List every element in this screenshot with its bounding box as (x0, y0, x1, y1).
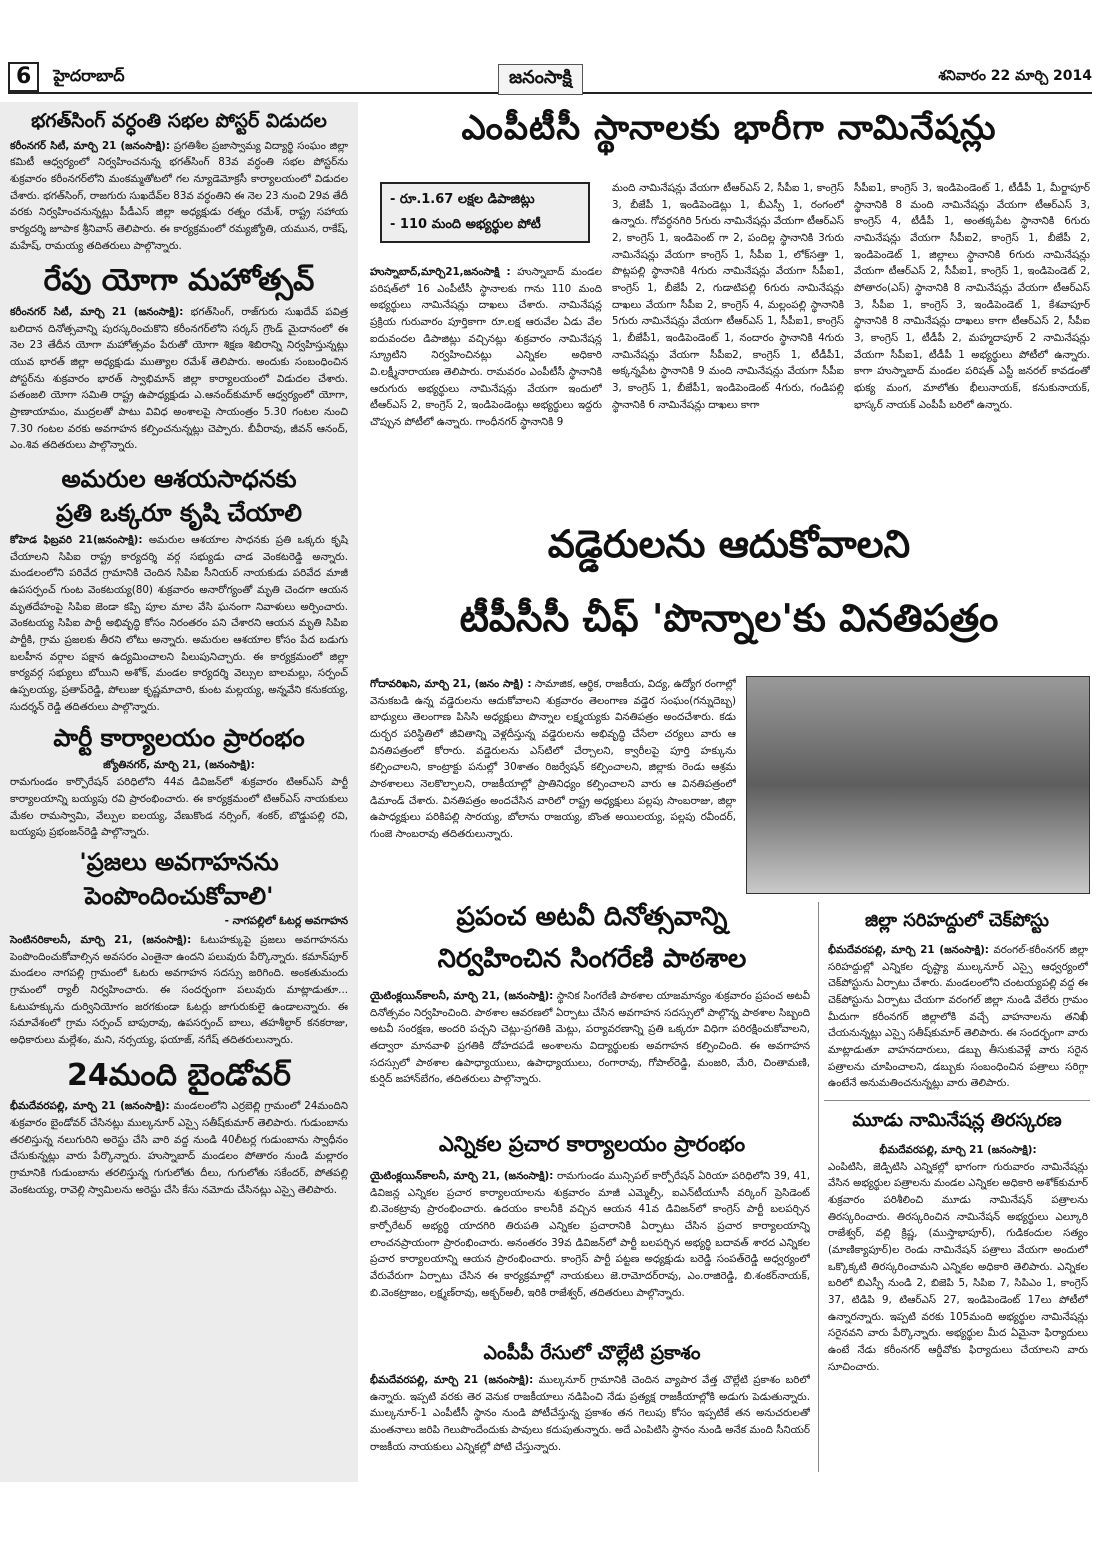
left-column (0, 102, 358, 1482)
story-title-awareness-2: పెంపొందించుకోవాలి' (84, 882, 274, 911)
dateline: హుస్నాబాద్,మార్చి21,జనంసాక్షి : (370, 266, 511, 278)
highlight-candidates: - 110 మంది అభ్యర్థుల పోటీ (390, 216, 541, 232)
main-area (366, 102, 1092, 1502)
story-body-poster: కరీంనగర్ సిటీ, మార్చి 21 (జనంసాక్షి): ప్రగతిశీల ప్రజాస్వామ్య విద్యార్థి సంఘం జిల్లా కమిటీ ఆధ్వర్యంలో నిర్వహించనున్న భగత్‌సింగ్ 83వ వర్ధంతి సభల పోస్టర్‌ను శుక్రవారం కరీంనగర్‌లోని మంకమ్మతోటలో గల న్యూడెమోక్రసీ కార్యాలయంలో విడుదల చేశారు. భగత్‌సింగ్, రాజగురు సుఖదేవ్‌ల 83వ వర్ధంతిని ఈ నెల 23 నుంచి 29వ తేదీ వరకు నిర్వహించనున్నట్లు పీడీఎస్ జిల్లా అధ్యక్షుడు రత్నం రమేశ్, రాష్ట్ర సహాయ కార్యదర్శి జూపాక శ్రీనివాస్ తెలిపారు. ఈ కార్యక్రమంలో రమ్యజ్యోతి, యమున, రాకేష్, మహేష్, రామయ్య తదితరులు పాల్గొన్నారు. (10, 139, 349, 252)
story-title-poster: భగత్‌సింగ్ వర్ధంతి సభల పోస్టర్ విడుదల (31, 110, 327, 132)
story-body-awareness: సెంటినరికాలనీ, మార్చి 21, (జనంసాక్షి): ఓటుహక్కుపై ప్రజలు అవగాహనను పెంపొందించుకోవాల్సిన అవసరం ఎంతైనా ఉందని పలువురు పేర్కొన్నారు. కమాన్‌పూర్ మండలం నాగపల్లి గ్రామంలో ఓటరు అవగాహన సదస్సు జరిగింది. అంకతుమందు గ్రామంలో ర్యాలీ నిర్వహించారు. ఈ సందర్భంగా పలువురు మాట్లాడుతూ... ఓటుహక్కును దుర్వినియోగం జరగకుండా ఓటర్లు జాగురుకులై ఉండాలన్నారు. ఈ సమావేశంలో గ్రామ సర్పంచ్ బాపురావు, ఉపసర్పంచ్ బాలు, తహశీల్దార్ కనకరాజు, అధికారులు మల్లేశం, మని, నర్సయ్య, ఫయాజ్, నగేష్ తదితరులున్నారు. (10, 934, 348, 1047)
story-title-forest-1: ప్రపంచ అటవీ దినోత్సవాన్ని (456, 902, 728, 932)
story-title-mpp-race: ఎంపీపీ రేసులో చొల్లేటి ప్రకాశం (483, 1342, 701, 1364)
story-subtitle-awareness: - నాగపల్లిలో ఓటర్ల అవగాహన (224, 915, 348, 928)
lead-story-col-1: హుస్నాబాద్,మార్చి21,జనంసాక్షి : హుస్నాబాద్ మండల పరిషత్‌లో 16 ఎంపీటీసీ స్థానాలకు గాను 110 మంది అభ్యర్థులు నామినేషన్లు దాఖలు చేశారు. నామినేషన్ల ప్రక్రియ గురువారం పూర్తికాగా రూ.లక్ష ఆరువేల ఏడు వేల ఐదువందల డిపాజిట్లు వచ్చినట్లు శుక్రవారం నామినేషన్ల స్క్రూటిని నిర్వహించినట్లు ఎన్నికల అధికారి వి.లక్ష్మీనారాయణ తెలిపారు. రామవరం ఎంపీటీసీ స్థానానికి ఆరుగురు అభ్యర్థులు నామినేషన్లు వేయగా ఇందులో టీఆర్ఎస్ 2, కాంగ్రెస్ 2, ఇండిపెండెంట్లు అభ్యర్థులు ఇద్దరు చొప్పున పోటీలో ఉన్నారు. గాంధీనగర్ స్థానానికి 9 (370, 266, 602, 429)
story-body-mpp-race: భీమదేవరపల్లి, మార్చి 21 (జనంసాక్షి): ముల్కనూర్ గ్రామానికి చెందిన వ్యాపార వేత్త చొల్లేటి ప్రకాశం బరిలో ఉన్నారు. ఇప్పటి వరకు తెర వెనుక రాజకీయాలు నడిపించి నేడు ప్రత్యక్ష రాజకీయాల్లోకి అడుగు పెడుతున్నారు. ముల్కనూర్-1 ఎంపీటీసీ స్థానం నుండి పోటీచేస్తున్న ప్రకాశం తన గెలుపు కోసం ఇప్పటికే తన అనుచరులతో మంతనాలు జరిపి గెలుపొందేందుకు పావులు కదుపుతున్నారు. అదే ఎంపిటిసి స్థానం నుండి అనేక మంది సీనియర్ రాజకీయ నాయకులు ఎన్నికల్లో పోటి చేస్తున్నారు. (370, 1374, 810, 1453)
city-label: హైదరాబాద్ (53, 65, 125, 85)
story-title-bindover: 24మంది బైండోవర్ (67, 1057, 291, 1093)
dateline: భీమదేవరపల్లి, మార్చి 21 (జనంసాక్షి): (879, 1144, 1037, 1156)
story-title-office: పార్టీ కార్యాలయం ప్రారంభం (53, 724, 305, 753)
dateline: భీమదేవరపల్లి, మార్చి 21 (జనంసాక్షి): (828, 944, 989, 956)
story-title-martyrs-2: ప్రతి ఒక్కరూ కృషి చేయాలి (56, 499, 302, 527)
news-photo (746, 676, 1090, 894)
masthead-logo: జనంసాక్షి (498, 64, 583, 95)
highlight-deposits: - రూ.1.67 లక్షల డిపాజిట్లు (390, 192, 535, 207)
page-number: 6 (8, 62, 39, 92)
dateline: కరీంనగర్ సిటీ, మార్చి 21 (జనంసాక్షి): (10, 139, 170, 152)
second-headline-2: టీపీసీసీ చీఫ్ 'పొన్నాల'కు వినతిపత్రం (459, 596, 999, 640)
story-title-campaign: ఎన్నికల ప్రచార కార్యాలయం ప్రారంభం (438, 1132, 746, 1156)
story-body-checkpost: భీమదేవరపల్లి, మార్చి 21 (జనంసాక్షి): వరంగల్-కరీంనగర్ జిల్లా సరిహద్దుల్లో ఎన్నికల దృష్ట్యా ముల్కనూర్ ఎస్సై ఆధ్వర్యంలో చెక్‌పోస్టును ఏర్పాటు చేశారు. మండలంలోని చంటయ్యపల్లి వద్ద ఈ చెక్‌పోస్టును ఏర్పాటు చేయగా వరంగల్ జిల్లా నుండి వేలేరు గ్రామం మీదుగా కరీంనగర్ జిల్లాలోకి వచ్చే వాహనాలను తనిఖీ చేయనున్నట్లు ఎస్సై సతీష్‌కుమార్ తెలిపారు. ఈ సందర్భంగా వారు మాట్లాడుతూ వాహనదారులు, డబ్బు తీసుకువెళ్లే వారు సరైన పత్రాలను చూపించాలని, డబ్బుకు సంబంధించిన పత్రాలు సరిగ్గా ఉంటేనే అనుమతించనున్నట్లు వారు తెలిపారు. (828, 944, 1088, 1090)
lead-headline: ఎంపీటీసీ స్థానాలకు భారీగా నామినేషన్లు (461, 108, 997, 148)
story-body-office: రామగుండం కార్పొరేషన్ పరిధిలోని 44వ డివిజన్‌లో శుక్రవారం టిఆర్ఎస్ పార్టీ కార్యాలయాన్ని బయ్యపు రవి ప్రారంభించారు. ఈ కార్యక్రమంలో టిఆర్ఎస్ నాయకులు మేకల రామస్వామి, వేల్పుల ఐలయ్య, వేణుకొండ నర్సింగ్, శంకర్, బొడ్డుపల్లి రవి, బయ్యపు ప్రభంజన్‌రెడ్డి పాల్గొన్నారు. (10, 776, 348, 839)
story-title-forest-2: నిర్వహించిన సింగరేణి పాఠశాల (437, 944, 747, 974)
story-body-bindover: భీమదేవరపల్లి, మార్చి 21 (జనంసాక్షి): మండలంలోని ఎర్రబెల్లి గ్రామంలో 24మందిని శుక్రవారం బైండోవర్ చేసినట్లు ముల్కనూర్ ఎస్సై సతీష్‌కుమార్ తెలిపారు. గుడుంబాను తరలిస్తున్న నలుగురిని అరెస్టు చేసి వారి వద్ద నుండి 40లీటర్ల గుడుంబాను స్వాధీనం చేసుకున్నట్లు వారు పేర్కొన్నారు. హుస్నాబాద్ మండలం పోతారం నుండి మల్లారం గ్రామానికి గుడుంబాను తరలిస్తున్న గుగులోతు దీలు, గుగులోతు సకేందర్, పోతపల్లి వెంకటయ్య, రావెల్లి స్వామిలను అరెస్టు చేసి కేసు నమోదు చేసినట్లు ఎస్సై తెలిపారు. (10, 1100, 348, 1196)
highlight-box (380, 182, 590, 243)
lead-story-col-3: సీపీఐ1, కాంగ్రెస్ 3, ఇండిపెండెంట్ 1, టీడీపీ 1, మీర్జాపూర్ స్థానానికి 8 మంది నామినేషన్లు వేయగా టీఆర్ఎస్ 3, కాంగ్రెస్ 4, టీడీపీ 1, అంతక్కపేట స్థానానికి 6గురు నామినేషన్లు వేయగా సీపీఐ2, కాంగ్రెస్ 1, బీజేపీ 2, ఇండిపెండెట్ 1, జిల్లాలు స్థానానికి 6గురు నామినేషన్లు వేయగా టీఆర్ఎస్ 2, సీపీఐ1, కాంగ్రెస్ 1, ఇండిపెండెట్ 2, పోతారం(ఎస్) స్థానానికి 8 నామినేషన్లు వేయగా టీఆర్ఎస్ 3, సీపీఐ 1, కాంగ్రెస్ 3, ఇండిపెండెట్ 1, కేశవాపూర్ స్థానానికి 8 నామినేషన్లు దాఖలు కాగా టీఆర్ఎస్ 2, సీపీఐ 3, కాంగ్రెస్ 1, టీడీపీ 2, మహ్మదాపూర్ 2 నామినేషన్లు వేయగా సీపీఐ1, టీడీపీ 1 అభ్యర్థులు పోటీలో ఉన్నారు. కాగా హుస్నాబాద్ మండల పరిషత్ ఎస్టీ జనరల్ కావడంతో భుక్య మంగ, మాలోతు భీలునాయక్, కనుకునాయక్, భాస్కర్ నాయక్ ఎంపీపీ బరిలో ఉన్నారు. (854, 182, 1090, 411)
dateline: కరీంనగర్ సిటీ, మార్చి 21 (జనంసాక్షి): (10, 305, 184, 318)
story-title-yoga: రేపు యోగా మహోత్సవ్ (43, 263, 315, 299)
issue-date: శనివారం 22 మార్చి 2014 (938, 67, 1092, 84)
story-title-awareness-1: 'ప్రజలు అవగాహనను (79, 848, 279, 877)
section-rule (824, 1100, 1090, 1101)
lead-story-col-2: మంది నామినేషన్లు వేయగా టీఆర్ఎస్ 2, సీపీఐ 1, కాంగ్రెస్ 3, బీజేపీ 1, ఇండిపెండెట్లు 1, బీఎస్పీ 1, రంగంలో ఉన్నారు. గోవర్ధనగిరి 5గురు నామినేషన్లు వేయగా టీఆర్ఎస్ 2, కాంగ్రెస్ 1, ఇండిపెంట్ గా 2, పందిల్ల స్థానానికి 3గురు నామినేషన్లు వేయగా కాంగ్రెస్ 1, సీపీఐ 1, లోక్‌సత్తా 1, పొట్లపల్లి స్థానానికి 4గురు నామినేషన్లు వేయగా సీపీఐ1, కాంగ్రెస్ 1, బీజేపీ 2, గుడాటిపల్లి 6గురు నామినేషన్లు దాఖలు వేయగా సీపీఐ 2, కాంగ్రెస్ 4, మల్లంపల్లి స్థానానికి 5గురు నామినేషన్లు వేయగా టీఆర్ఎస్ 1, సీపీఐ1, కాంగ్రెస్ 1, బీజేపీ1, ఇండిపెండెంట్ 1, నందారం స్థానానికి 4గురు నామినేషన్లు వేయగా సీపీఐ2, కాంగ్రెస్ 1, టీడీపీ1, అక్కన్నపేట స్థానానికి 9 మంది నామినేషన్లు వేయగా సీపీఐ 3, కాంగ్రెస్ 1, బీజేపీ1, ఇండిపెండెంట్ 4గురు, గండిపల్లి స్థానానికి 6 నామినేషన్లు దాఖలు కాగా (612, 182, 844, 411)
story-body-yoga: కరీంనగర్ సిటీ, మార్చి 21 (జనంసాక్షి): భగత్‌సింగ్, రాజ్‌గురు సుఖదేవ్ పవిత్ర బలిదాన దినోత్సవాన్ని పురస్కరించుకొని కరీంనగర్‌లోని సర్కస్ గ్రౌండ్ మైదానంలో ఈ నెల 23 తేదీన యోగా మహోత్సవం పేరుతో యోగా శిక్షణ శిబిరాన్ని నిర్వహిస్తున్నట్లు యువ భారత్ జిల్లా అధ్యక్షుడు ముత్యాల రమేశ్ తెలిపారు. అందుకు సంబంధించిన పోస్టర్‌ను శుక్రవారం భారత్ స్వాభిమాన్ జిల్లా కార్యాలయంలో విడుదల చేశారు. పతంజలి యోగా సమితి రాష్ట్ర ఉపాధ్యక్షుడు ఎ.ఆనంద్‌కుమార్ ఆధ్వర్యంలో యోగా, ప్రాణాయామం, ముద్రలతో పాటు వివిధ అంశాలపై సాయంత్రం 5.30 గంటల నుంచి 7.30 గంటల వరకు అవగాహన కల్పించనున్నట్లు చెప్పారు. బీవీరావు, జీవన్ ఆనంద్, ఎం.శివ తదితరులు పాల్గొన్నారు. (10, 305, 349, 452)
second-headline-1: వడ్డెరులను ఆదుకోవాలని (547, 522, 911, 566)
story-body-forest: యైటింక్లయిన్‌కాలనీ, మార్చి 21, (జనంసాక్షి): స్థానిక సింగరేణి పాఠశాల యాజమాన్యం శుక్రవారం ప్రపంచ అటవీ దినోత్సవం నిర్వహించింది. పాఠశాల ఆవరణలో ఏర్పాటు చేసిన అవగాహన సదస్సులో పాల్గొన్న పాఠశాల సిబ్బంది అటవీ సంరక్షణ, అందరి పచ్చని చెట్లు-ప్రగతికి మెట్లు, పర్యావరణాన్ని ప్రతి ఒక్కరూ విధిగా పరిరక్షించుకోవాలని, తద్వారా మానవాళి ప్రగతికి దోహదపడే అంశాలను విద్యార్థులకు అవగాహన కల్పించింది. ఈ అవగాహన సదస్సులో పాఠశాల ఉపాధ్యాయులు, ఉపాధ్యాయులు, రంగారావు, గోపాల్‌రెడ్డి, మంజరి, మేరి, చింతామణి, కుర్షిద్ జహాన్‌బేగం, తదితరులు పాల్గొన్నారు. (370, 990, 810, 1086)
dateline: యైటింక్లయిన్‌కాలనీ, మార్చి 21, (జనంసాక్షి): (370, 1170, 554, 1182)
story-title-rejection: మూడు నామినేషన్ల తిరస్కరణ (852, 1110, 1062, 1131)
dateline: సెంటినరికాలనీ, మార్చి 21, (జనంసాక్షి): (10, 934, 192, 947)
petition-story-body: గోదావరిఖని, మార్చి 21, (జనం సాక్షి) : సామాజిక, ఆర్థిక, రాజకీయ, విద్య, ఉద్యోగ రంగాల్లో వెనుకబడి ఉన్న వడ్డెరులను ఆదుకోవాలని శుక్రవారం తెలంగాణ వడ్డెర సంఘం(గన్నుదెబ్బ) బాధ్యులు తెలంగాణ పిసిసి అధ్యక్షులు పొన్నాల లక్ష్మయ్యకు వినతిపత్రం అందచేశారు. కడు దుర్భర పరిస్థితిలో జీవితాన్ని వెళ్లదీస్తున్న వడ్డెరులను అభివృద్ధి చేసేలా చర్యలు వారు ఆ వినతిపత్రంలో కోరారు. వడ్డెరులను ఎస్‌టిలో చేర్చాలని, క్వారీలపై పూర్తి హక్కును కల్పించాలని, కాంట్రాక్టు పనుల్లో 30శాతం రిజర్వేషన్ కల్పించాలని, జిల్లాకు రెండు ఆశ్రమ పాఠశాలలు నెలకొల్పాలని, రాజకీయాల్లో ప్రాతినిధ్యం కల్పించాలని వారు ఆ వినతిపత్రంలో డిమాండ్ చేశారు. వినతిపత్రం అందచేసిన వారిలో రాష్ట్ర అధ్యక్షులు పల్లపు సాంబరాజు, జిల్లా ఉపాధ్యక్షులు పరికిపల్లి సారయ్య, బోలాను రాజయ్య, బొంత అయిలయ్య, పల్లపు రవీందర్, గుంజె సాంబరావు తదితరులున్నారు. (370, 678, 736, 841)
dateline: జ్యోతినగర్, మార్చి 21, (జనంసాక్షి): (103, 759, 255, 772)
dateline: యైటింక్లయిన్‌కాలనీ, మార్చి 21, (జనంసాక్షి): (370, 990, 554, 1002)
dateline: భీమదేవరపల్లి, మార్చి 21 (జనంసాక్షి): (10, 1100, 170, 1113)
story-body-campaign: యైటింక్లయిన్‌కాలనీ, మార్చి 21, (జనంసాక్షి): రామగుండం మున్సిపల్ కార్పోరేషన్ ఏరియా పరిధిలోని 39, 41, డివిజన్ల ఎన్నికల ప్రచార కార్యాలయాలను శుక్రవారం మాజీ ఎమ్మెల్సీ, ఐఎన్‌టీయూసీ వర్కింగ్ ప్రెసిడెంట్ బి.వెంకట్రావు ప్రారంభించారు. ఉదయం కాలనీకి వచ్చిన ఆయన 41వ డివిజన్‌లో కాంగ్రెస్ పార్టీ బలపర్చిన కార్పోరేటర్ అభ్యర్థి యాదగిరి తిరుపతి ఎన్నికల ప్రచారానికి ఏర్పాటు చేసిన ప్రచార కార్యాలయాన్ని లాంచనప్రాయంగా ప్రారంభించారు. అనంతరం 39వ డివిజన్‌లో పార్టీ బలపర్చిన అభ్యర్థి బదావత్ శారద ఎన్నికల ప్రచార కార్యాలయాన్ని ఆయన ప్రారంభించారు. కాంగ్రెస్ పార్టీ పట్టణ అధ్యక్షుడు బరెడ్డి సంపత్‌రెడ్డి అధ్వర్యంలో వేరువేరుగా ఏర్పాటు చేసిన ఈ కార్యక్రమాల్లో నాయకులు జె.రామోదర్‌రావు, ఎం.రాజిరెడ్డి, బి.శంకర్‌నాయక్, బి.వెంకట్రాజం, లక్ష్మణ్‌రావు, అక్బర్‌అలీ, ఇరికి రాజేశ్వర్, తదితరులు పాల్గొన్నారు. (370, 1170, 810, 1299)
story-body-rejection: భీమదేవరపల్లి, మార్చి 21 (జనంసాక్షి): ఎంపిటిసి, జెడ్పిటిసి ఎన్నికల్లో భాగంగా గురువారం నామినేషన్లు వేసిన అభ్యర్థుల పత్రాలను మండల ఎన్నికల అధికారి అశోక్‌కుమార్ శుక్రవారం పరిశీలించి మూడు నామినేషన్ పత్రాలను తిరస్కరించారు. తిరస్కరించిన నామినేషన్ అభ్యర్థులు ఎల్కూరి రాజేశ్వర్, వల్లి క్రిష్ణ, (ముస్తాభాపూర్), గుడికందుల సత్యం (మాణిక్యాపూర్)ల రెండు నామినేషన్ పత్రాలు వేయగా అందులో ఒక్కొక్కటి తిరస్కరించామని ఎన్నికల అధికారి తెలిపారు. ఎన్నికల బరిలో బిఎస్పీ నుండి 2, బిజెపి 5, సిపిఐ 7, సిపిఎం 1, కాంగ్రెస్ 37, టిడిపి 9, టిఆర్ఎస్ 27, ఇండిపెండెంట్ 17లు పోటీలో ఉన్నారన్నారు. ఇప్పటి వరకు 105మంది అభ్యర్థుల నామినేషన్లు సరైనవని వారు పేర్కొన్నారు. అభ్యర్థుల మీద ఏమైనా ఫిర్యాదులు ఉంటే నేడు కరీంనగర్ ఆర్డీవోకు ఫిర్యాదులు చేయాలని వారు సూచించారు. (828, 1144, 1088, 1373)
dateline: గోదావరిఖని, మార్చి 21, (జనం సాక్షి) : (370, 678, 532, 690)
story-title-checkpost: జిల్లా సరిహద్దులో చెక్‌పోస్టు (865, 910, 1049, 931)
dateline: కోహెడ ఫిబ్రవరి 21(జనంసాక్షి): (10, 534, 143, 546)
dateline: భీమదేవరపల్లి, మార్చి 21 (జనంసాక్షి): (370, 1374, 534, 1386)
column-divider (818, 902, 819, 1472)
page-header (8, 62, 1092, 94)
story-body-martyrs: కోహెడ ఫిబ్రవరి 21(జనంసాక్షి): అమరుల ఆశయాల సాధనకు ప్రతి ఒక్కరు కృషి చేయాలని సిపిఐ రాష్ట్ర కార్యదర్శి వర్గ సభ్యుడు చాడ వెంకటరెడ్డి అన్నారు. మండలంలోని పరివేద గ్రామానికి చెందిన సిపిఐ సీనియర్ నాయకుడు పరివేద మాజీ ఉపసర్పంచ్ గుంట వెంకటయ్య(80) శుక్రవారం అనారోగ్యంతో మృతి చెందగా ఆయన మృతదేహంపై సిపిఐ జెండా కప్పి పూల మాల వేసి ఘనంగా నివాళులు అర్పించారు. వెంకటయ్య సిపిఐ పార్టీ అభివృద్ధి కోసం నిరంతరం పని చేశారని ఆయన మృతి సిపిఐ పార్టీకి, గ్రామ ప్రజలకు తీరని లోటు అన్నారు. అమరుల ఆశయాల కోసం పేద బడుగు బలహీన వర్గాల పక్షాన ఉద్యమించాలని పిలుపునిచ్చారు. ఈ కార్యక్రమంలో జిల్లా కార్యవర్గ సభ్యులు బోయిని అశోక్, మండల కార్యదర్శి వెల్సుల బాలమల్లు, సర్పంచ్ ఉప్పలయ్య, ప్రతాప్‌రెడ్డి, పోలుజు కృష్ణమాచారి, కుంట మల్లయ్య, అన్నవేని కనుకయ్య, సుదర్శన్ రెడ్డి తదితరులు పాల్గొన్నారు. (10, 534, 348, 713)
story-title-martyrs-1: అమరుల ఆశయసాధనకు (61, 465, 297, 493)
